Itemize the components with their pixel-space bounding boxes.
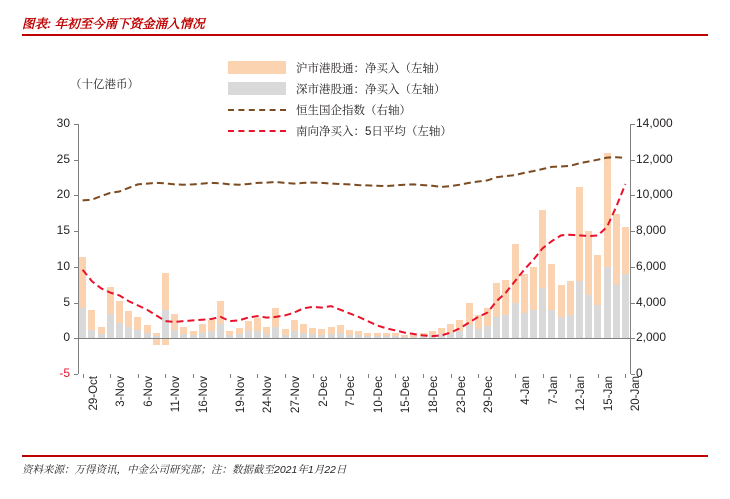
- x-tick-label: 12-Jan: [575, 376, 588, 412]
- x-tick-label: 11-Nov: [170, 376, 183, 413]
- x-tick-mark: [515, 374, 516, 378]
- zero-baseline: [78, 338, 631, 339]
- x-tick-label: 15-Dec: [400, 376, 413, 414]
- y-tick-right: 6,000: [636, 258, 667, 273]
- y-tick-right: 12,000: [636, 151, 673, 166]
- y-tick-left: 15: [56, 223, 70, 238]
- x-tick-label: 15-Jan: [602, 376, 615, 412]
- x-tick-label: 24-Nov: [262, 376, 275, 414]
- legend-label-hsce-index: 恒生国企指数（右轴）: [296, 104, 411, 117]
- chart-title-bar: [22, 14, 708, 33]
- y-tick-left: 10: [56, 258, 70, 273]
- x-tick-mark: [313, 374, 314, 378]
- x-tick-mark: [543, 374, 544, 378]
- x-tick-mark: [285, 374, 286, 378]
- x-tick-label: 19-Nov: [234, 376, 247, 414]
- y-tick-mark-right: [631, 124, 635, 125]
- x-tick-mark: [451, 374, 452, 378]
- legend-label-sz-connect: 深市港股通：净买入（左轴）: [296, 83, 446, 96]
- x-tick-label: 18-Dec: [428, 376, 440, 414]
- y-tick-right: 4,000: [636, 294, 667, 309]
- x-tick-mark: [340, 374, 341, 378]
- title-divider: [22, 34, 708, 36]
- x-tick-label: 7-Dec: [345, 376, 358, 407]
- page-title: [22, 17, 205, 31]
- line-series-overlay: [78, 124, 630, 374]
- y-tick-right: 0: [636, 366, 643, 380]
- y-tick-mark-left: [74, 231, 78, 232]
- y-tick-mark-left: [74, 195, 78, 196]
- legend-line-brown: [228, 109, 286, 111]
- y-tick-mark-right: [631, 374, 635, 375]
- y-tick-right: 2,000: [636, 330, 667, 345]
- y-tick-right: 8,000: [636, 223, 667, 238]
- legend-swatch-gray: [228, 82, 286, 95]
- x-tick-mark: [83, 374, 84, 378]
- y-tick-left: -5: [59, 366, 70, 380]
- source-note: 资料来源：万得资讯，中金公司研究部；注：数据截至2021年1月22日: [22, 464, 347, 476]
- y-tick-right: 10,000: [636, 187, 673, 202]
- title-main: 年初至今南下资金涌入情况: [54, 17, 205, 31]
- x-tick-label: 23-Dec: [455, 376, 468, 414]
- plot-region: [78, 124, 630, 374]
- x-tick-mark: [625, 374, 626, 378]
- y-tick-left: 5: [63, 294, 70, 309]
- x-tick-label: 6-Nov: [142, 376, 155, 407]
- y-tick-mark-right: [631, 338, 635, 339]
- x-axis-labels: [78, 376, 643, 446]
- x-tick-label: 29-Dec: [483, 376, 496, 414]
- x-tick-label: 29-Oct: [87, 376, 100, 411]
- legend-label-southbound-ma5: 南向净买入：5日平均（左轴）: [296, 125, 452, 138]
- y-tick-mark-right: [631, 195, 635, 196]
- title-prefix: 图表:: [22, 17, 55, 31]
- x-tick-label: 16-Nov: [198, 376, 210, 414]
- x-tick-mark: [598, 374, 599, 378]
- y-tick-mark-right: [631, 303, 635, 304]
- y-tick-left: 20: [56, 187, 70, 202]
- x-tick-mark: [257, 374, 258, 378]
- x-tick-label: 3-Nov: [115, 376, 128, 407]
- x-tick-label: 7-Jan: [547, 376, 560, 405]
- x-tick-mark: [138, 374, 139, 378]
- y-tick-right: 14,000: [636, 116, 673, 130]
- x-tick-label: 20-Jan: [630, 376, 643, 412]
- x-tick-mark: [423, 374, 424, 378]
- x-tick-label: 2-Dec: [317, 376, 330, 407]
- x-tick-mark: [368, 374, 369, 378]
- x-tick-label: 27-Nov: [290, 376, 302, 414]
- y-tick-mark-left: [74, 303, 78, 304]
- legend-item-sh-connect: [228, 58, 558, 77]
- y-tick-mark-left: [74, 374, 78, 375]
- y-tick-mark-left: [74, 124, 78, 125]
- x-tick-mark: [570, 374, 571, 378]
- y-tick-mark-right: [631, 160, 635, 161]
- y-tick-mark-left: [74, 267, 78, 268]
- x-tick-mark: [478, 374, 479, 378]
- legend-item-hsce-index: [228, 100, 558, 119]
- x-tick-mark: [230, 374, 231, 378]
- line-hsce-index: [83, 157, 626, 200]
- x-tick-mark: [110, 374, 111, 378]
- y-tick-mark-left: [74, 160, 78, 161]
- x-tick-mark: [193, 374, 194, 378]
- y-axis-unit-label: （十亿港币）: [70, 79, 139, 91]
- y-tick-left: 25: [56, 151, 70, 166]
- x-tick-label: 4-Jan: [520, 376, 532, 405]
- y-tick-mark-right: [631, 231, 635, 232]
- chart-area: [0, 44, 730, 449]
- x-tick-mark: [395, 374, 396, 378]
- legend-item-sz-connect: [228, 79, 558, 98]
- legend-label-sh-connect: 沪市港股通：净买入（左轴）: [296, 62, 446, 75]
- x-tick-mark: [165, 374, 166, 378]
- x-tick-label: 10-Dec: [372, 376, 385, 414]
- legend-swatch-orange: [228, 61, 286, 74]
- y-tick-left: 30: [56, 116, 70, 130]
- footer-divider: [22, 455, 708, 457]
- y-tick-left: 0: [63, 330, 70, 345]
- y-tick-mark-right: [631, 267, 635, 268]
- y-axis-right-line: [630, 124, 631, 374]
- line-southbound-ma5: [83, 184, 626, 336]
